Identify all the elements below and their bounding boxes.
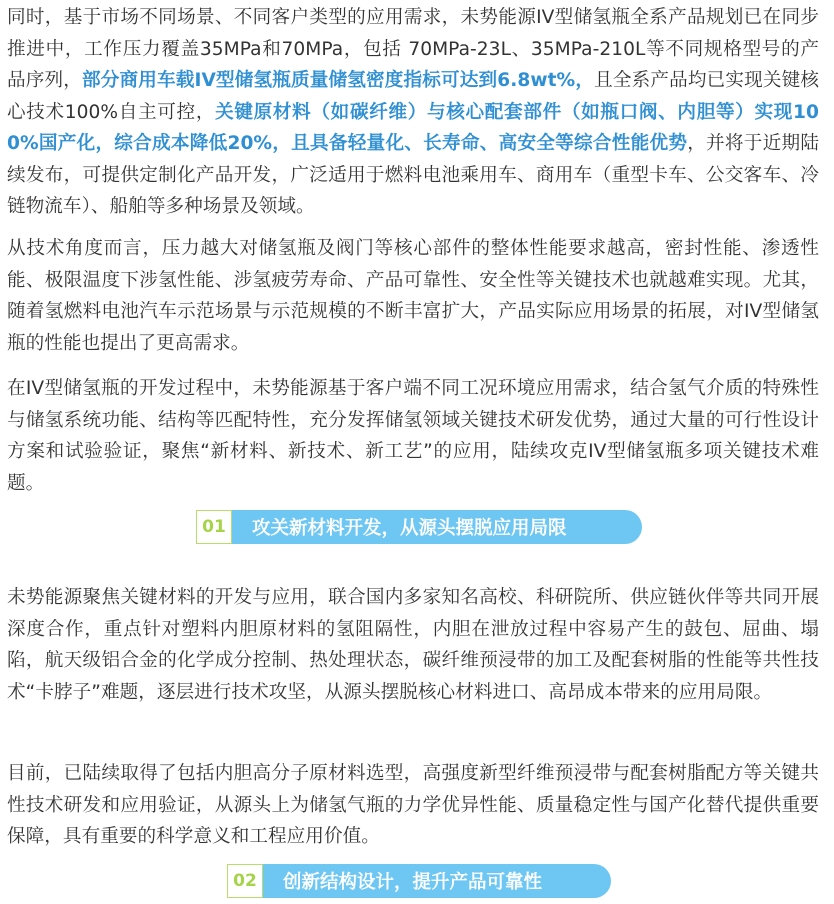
emphasis-text: 关键原材料（如碳纤维）与核心配套部件（如瓶口阀、内胆等）实现100%国产化，综合成本降低20%，且具备轻量化、长寿命、高安全等综合性能优势 [7,101,819,154]
text-segment: ，并将于近期陆续发布，可提供定制化产品开发，广泛适用于燃料电池乘用车、商用车（重型卡车、公交客车、冷链物流车）、船舶等多种场景及领域。 [7,133,819,217]
text-segment: 同时，基于市场不同场景、不同客户类型的应用需求，未势能源IV型储氢瓶全系产品规划已在同步推进中，工作压力覆盖35MPa和70MPa，包括 70MPa-23L、35MPa-210L等不同规格型号的产品序列， [7,7,819,91]
paragraph-development-process [7,373,819,499]
section-banner-01 [196,510,642,544]
paragraph-key-materials [7,582,819,708]
emphasis-text: 部分商用车载IV型储氢瓶质量储氢密度指标可达到6.8wt%， [82,70,595,91]
paragraph-product-lineup [7,2,819,223]
section-number: 02 [227,864,263,898]
paragraph-technical-challenges [7,233,819,359]
text-segment: 在IV型储氢瓶的开发过程中，未势能源基于客户端不同工况环境应用需求，结合氢气介质的特殊性与储氢系统功能、结构等匹配特性，充分发挥储氢领域关键技术研发优势，通过大量的可行性设计方案和试验验证，聚焦“新材料、新技术、新工艺”的应用，陆续攻克IV型储氢瓶多项关键技术难题。 [7,378,819,494]
paragraph-current-progress [7,758,819,853]
text-segment: 且全系产品均已实现关键核心技术100%自主可控， [7,70,819,123]
text-segment: 从技术角度而言，压力越大对储氢瓶及阀门等核心部件的整体性能要求越高，密封性能、渗透性能、极限温度下涉氢性能、涉氢疲劳寿命、产品可靠性、安全性等关键技术也就越难实现。尤其，随着氢燃料电池汽车示范场景与示范规模的不断丰富扩大，产品实际应用场景的拓展，对IV型储氢瓶的性能也提出了更高需求。 [7,238,819,354]
section-number: 01 [196,510,232,544]
section-title: 创新结构设计，提升产品可靠性 [263,864,611,898]
section-banner-02 [227,864,611,898]
section-title: 攻关新材料开发，从源头摆脱应用局限 [232,510,642,544]
text-segment: 未势能源聚焦关键材料的开发与应用，联合国内多家知名高校、科研院所、供应链伙伴等共同开展深度合作，重点针对塑料内胆原材料的氢阻隔性，内胆在泄放过程中容易产生的鼓包、屈曲、塌陷，航天级铝合金的化学成分控制、热处理状态，碳纤维预浸带的加工及配套树脂的性能等共性技术“卡脖子”难题，逐层进行技术攻坚，从源头摆脱核心材料进口、高昂成本带来的应用局限。 [7,587,819,703]
text-segment: 目前，已陆续取得了包括内胆高分子原材料选型，高强度新型纤维预浸带与配套树脂配方等关键共性技术研发和应用验证，从源头上为储氢气瓶的力学优异性能、质量稳定性与国产化替代提供重要保障，具有重要的科学意义和工程应用价值。 [7,763,819,847]
